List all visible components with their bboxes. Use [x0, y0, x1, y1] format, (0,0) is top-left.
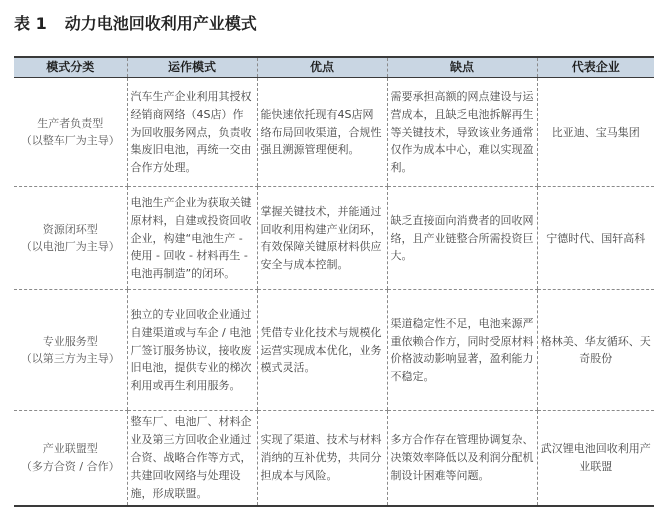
cons-cell: 需要承担高额的网点建设与运营成本，且缺乏电池拆解再生等关键技术，导致该业务通常仅作为成本中心，难以实现盈利。 [387, 78, 537, 187]
category-name: 产业联盟型 [42, 442, 98, 456]
table-title: 动力电池回收利用产业模式 [64, 14, 257, 33]
table-row [14, 78, 654, 187]
category-name: 专业服务型 [42, 334, 98, 348]
header-pros: 优点 [257, 57, 387, 78]
cons-cell: 渠道稳定性不足，电池来源严重依赖合作方，同时受原材料价格波动影响显著，盈利能力不稳定。 [387, 290, 537, 411]
category-note: （多方合资 / 合作） [20, 459, 120, 473]
category-note: （以第三方为主导） [20, 352, 120, 366]
cons-cell: 缺乏直接面向消费者的回收网络，且产业链整合所需投资巨大。 [387, 187, 537, 290]
operation-cell: 汽车生产企业利用其授权经销商网络（4S店）作为回收服务网点，负责收集废旧电池，再统一交由合作方处理。 [127, 78, 257, 187]
header-companies: 代表企业 [537, 57, 654, 78]
category-name: 资源闭环型 [42, 222, 98, 236]
companies-cell: 武汉锂电池回收利用产业联盟 [537, 411, 654, 506]
pros-cell: 凭借专业化技术与规模化运营实现成本优化，业务模式灵活。 [257, 290, 387, 411]
header-category: 模式分类 [14, 57, 127, 78]
companies-cell: 比亚迪、宝马集团 [537, 78, 654, 187]
category-name: 生产者负责型 [37, 116, 104, 130]
operation-cell: 独立的专业回收企业通过自建渠道或与车企 / 电池厂签订服务协议，接收废旧电池，提供专业的梯次利用或再生利用服务。 [127, 290, 257, 411]
category-cell [14, 411, 127, 506]
category-note: （以整车厂为主导） [20, 134, 120, 148]
table-row [14, 411, 654, 506]
table-row [14, 290, 654, 411]
pros-cell: 实现了渠道、技术与材料消纳的互补优势，共同分担成本与风险。 [257, 411, 387, 506]
pros-cell: 能快速依托现有4S店网络布局回收渠道，合规性强且溯源管理便利。 [257, 78, 387, 187]
category-note: （以电池厂为主导） [20, 240, 120, 254]
cons-cell: 多方合作存在管理协调复杂、决策效率降低以及利润分配机制设计困难等问题。 [387, 411, 537, 506]
category-cell [14, 78, 127, 187]
category-cell [14, 187, 127, 290]
industry-mode-table [14, 56, 654, 507]
pros-cell: 掌握关键技术，并能通过回收利用构建产业闭环，有效保障关键原材料供应安全与成本控制。 [257, 187, 387, 290]
operation-cell: 电池生产企业为获取关键原材料，自建或投资回收企业，构建“电池生产 - 使用 - 回收 - 材料再生 - 电池再制造”的闭环。 [127, 187, 257, 290]
operation-cell: 整车厂、电池厂、材料企业及第三方回收企业通过合资、战略合作等方式，共建回收网络与处理设施，形成联盟。 [127, 411, 257, 506]
table-number: 表 1 [14, 14, 47, 33]
category-cell [14, 290, 127, 411]
companies-cell: 格林美、华友循环、天奇股份 [537, 290, 654, 411]
table-row [14, 187, 654, 290]
header-cons: 缺点 [387, 57, 537, 78]
header-operation: 运作模式 [127, 57, 257, 78]
companies-cell: 宁德时代、国轩高科 [537, 187, 654, 290]
table-header-row [14, 57, 654, 78]
table-caption [14, 10, 652, 38]
